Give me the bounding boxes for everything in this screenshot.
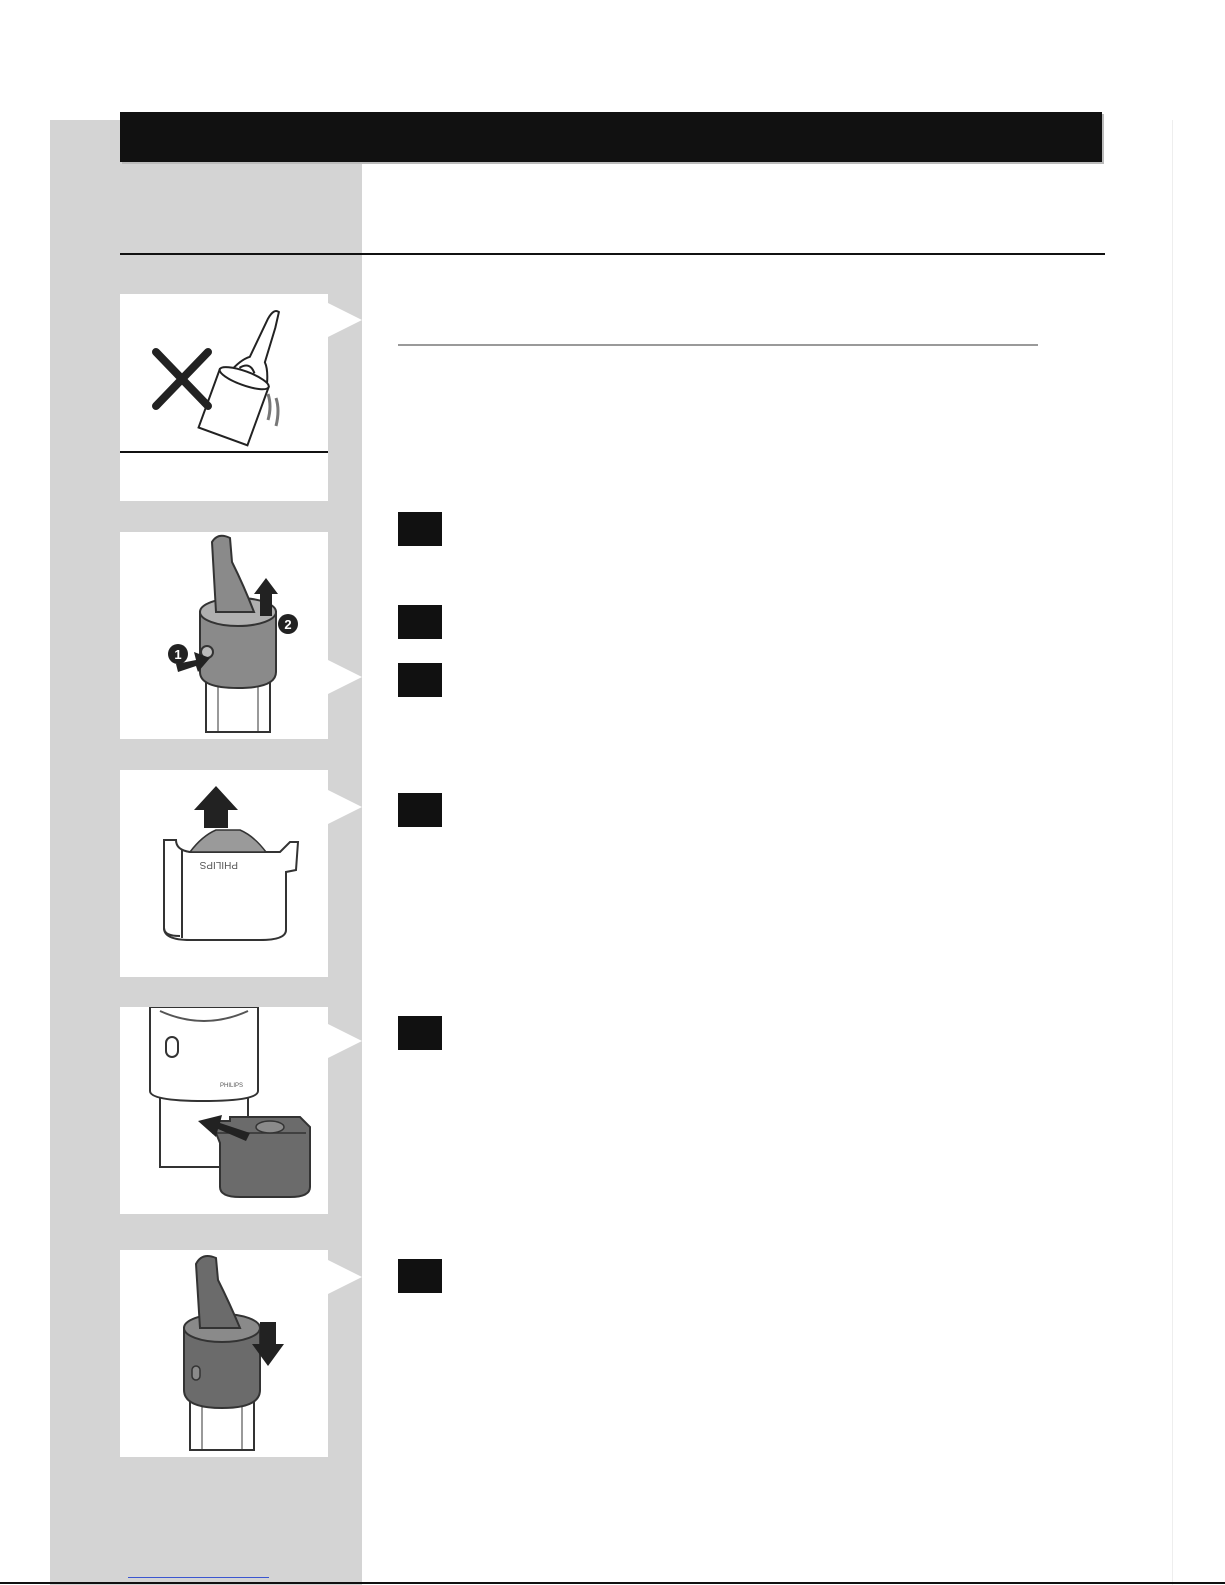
illustration-panel-remove-unit (120, 532, 328, 739)
callout-2: 2 (284, 617, 292, 632)
illustration-panel-do-not-tilt (120, 294, 328, 501)
panel-pointer (328, 790, 362, 824)
footer-link-underline[interactable] (128, 1577, 269, 1578)
callout-1: 1 (174, 647, 182, 662)
press-unit-down-icon (120, 1250, 328, 1457)
base-brand-text: PHILIPS (220, 1083, 244, 1089)
page-bottom-rule (0, 1582, 1225, 1584)
panel-pointer (328, 660, 362, 694)
chapter-header-bar (120, 112, 1102, 162)
step-number-box (398, 663, 442, 697)
panel-pointer (328, 303, 362, 337)
illustration-panel-press-down (120, 1250, 328, 1457)
step-number-box (398, 605, 442, 639)
panel-pointer (328, 1024, 362, 1058)
illustration-panel-slide-cartridge (120, 1007, 328, 1214)
step-number-box (398, 512, 442, 546)
illustration-panel-remove-seal (120, 770, 328, 977)
slide-cartridge-in-icon (120, 1007, 328, 1214)
cartridge-brand-text: PHILIPS (199, 859, 238, 870)
remove-cartridge-unit-icon (120, 532, 328, 739)
do-not-tilt-cartridge-icon (120, 294, 328, 501)
panel-pointer (328, 1260, 362, 1294)
page-edge-line (1172, 120, 1173, 1585)
step-number-box (398, 793, 442, 827)
section-divider (120, 253, 1105, 255)
subsection-divider (398, 344, 1038, 346)
remove-cartridge-seal-icon (120, 770, 328, 977)
step-number-box (398, 1016, 442, 1050)
step-number-box (398, 1259, 442, 1293)
